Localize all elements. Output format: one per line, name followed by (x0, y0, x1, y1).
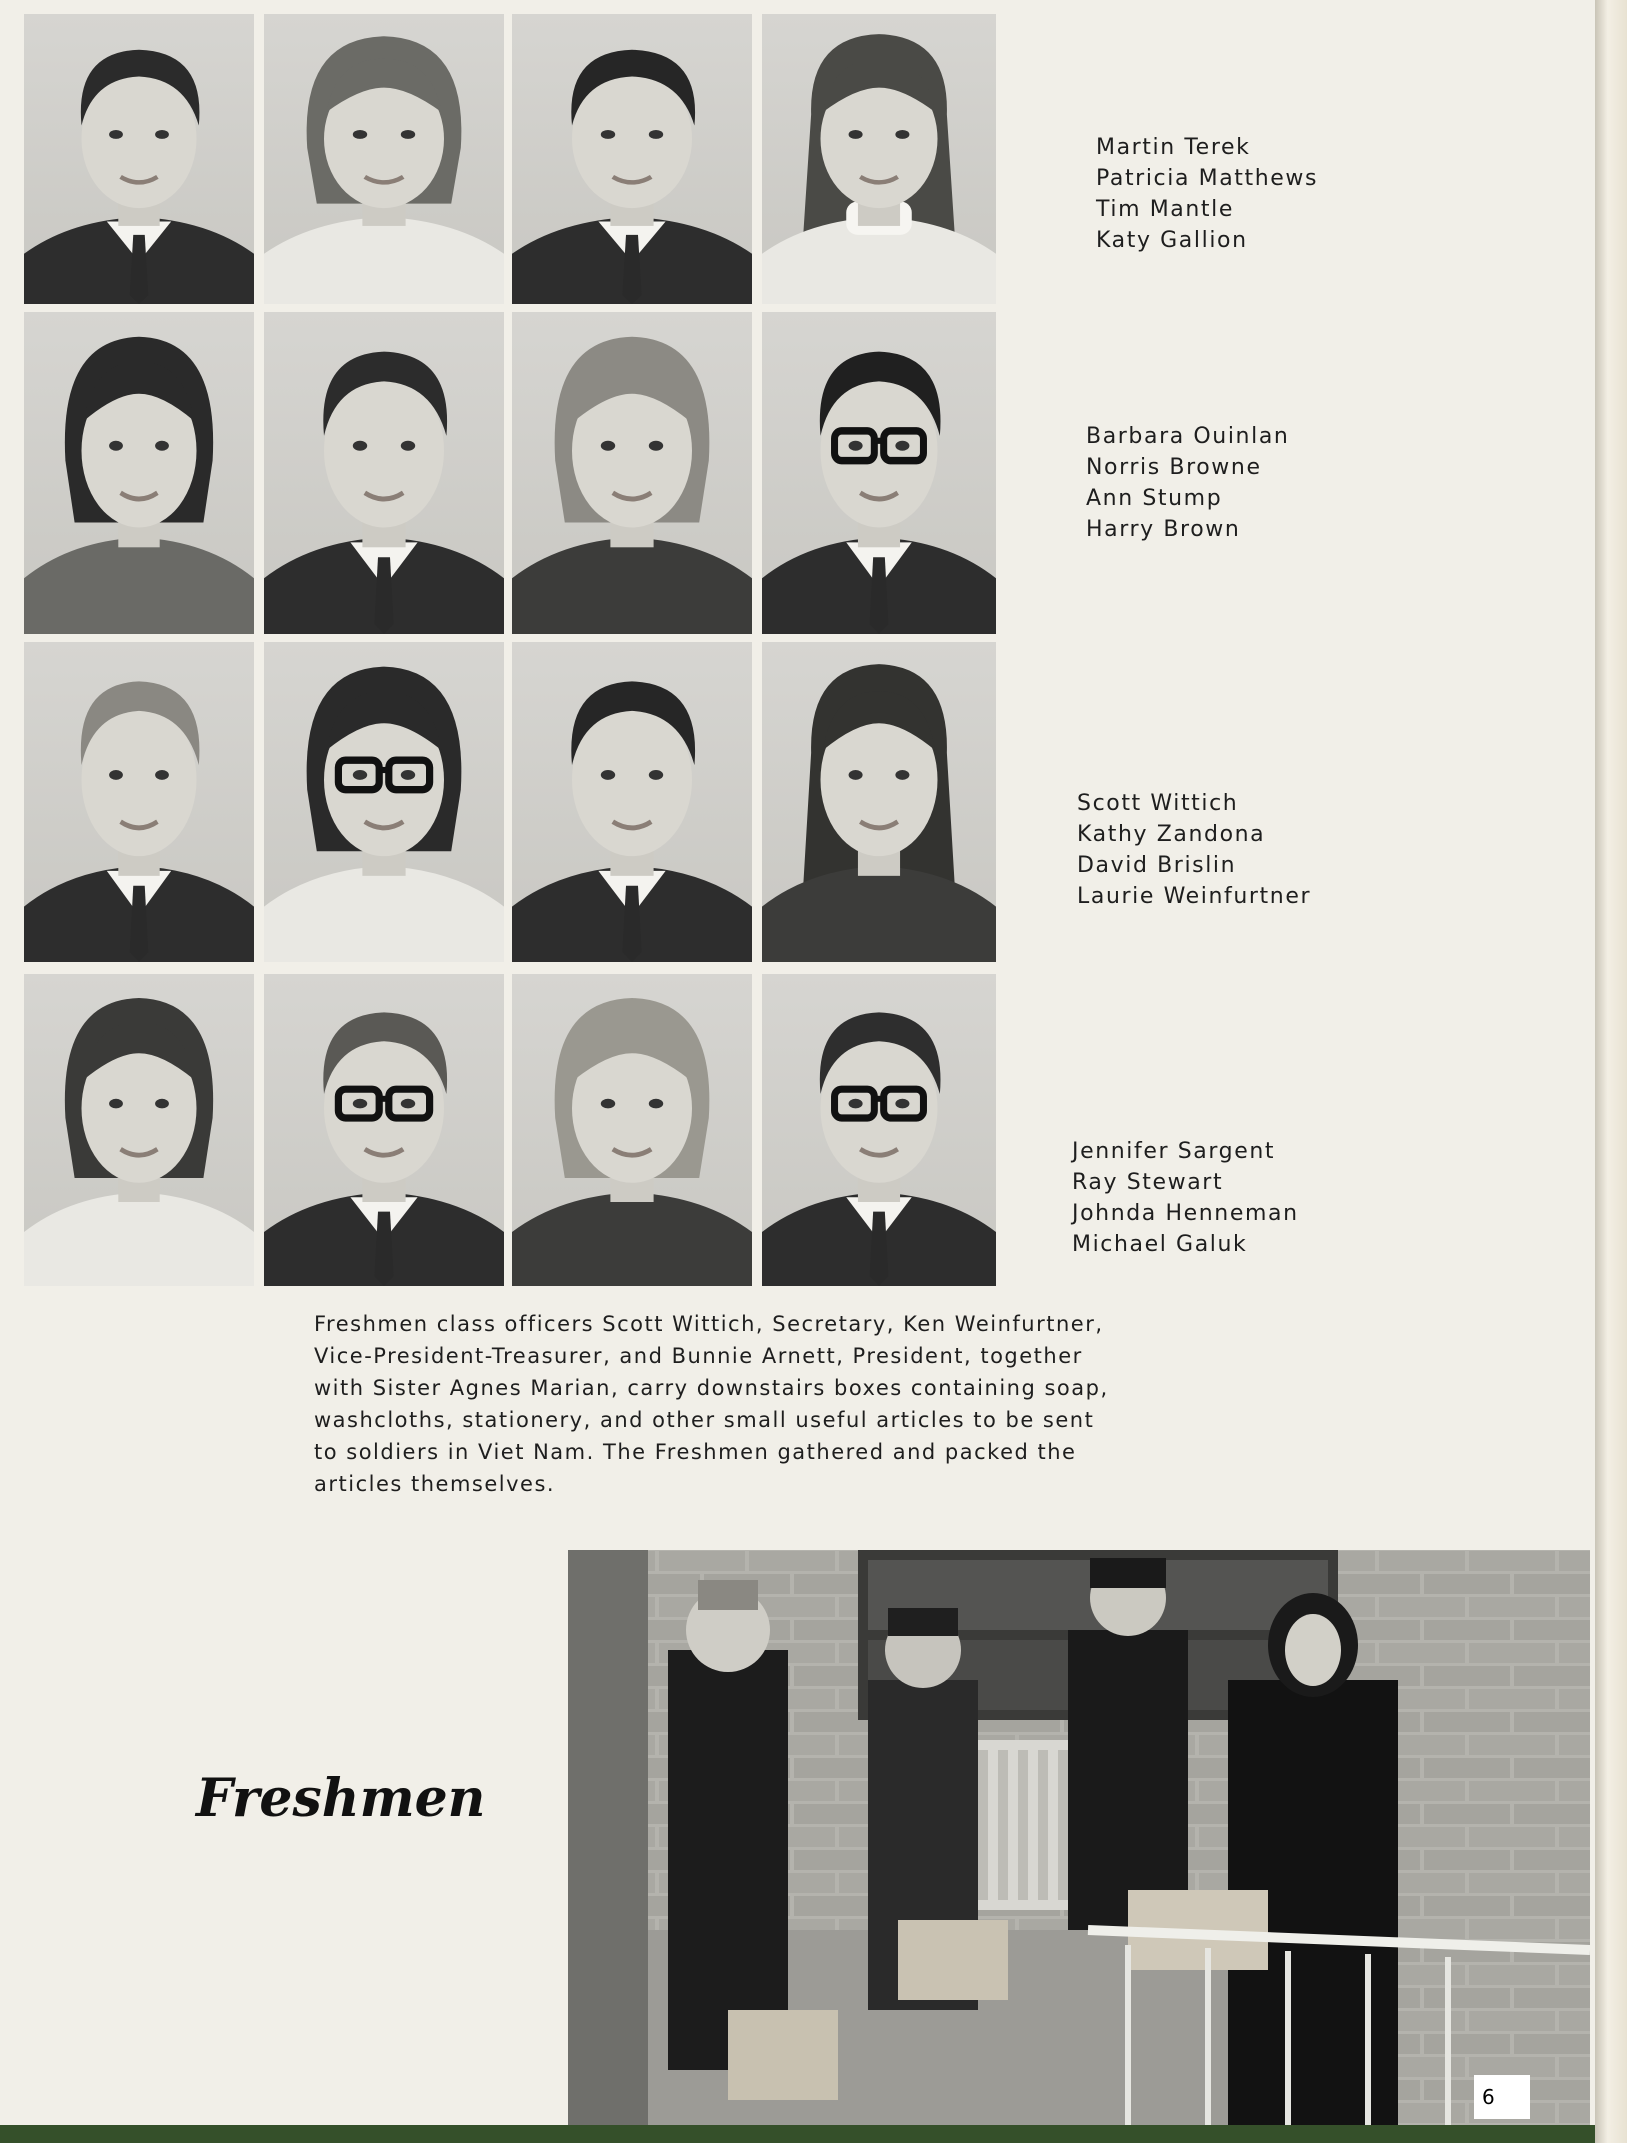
name-list (1072, 1136, 1299, 1260)
section-title: Freshmen (196, 1768, 486, 1829)
student-portrait (512, 14, 752, 304)
student-name: Tim Mantle (1096, 197, 1234, 222)
caption-line: to soldiers in Viet Nam. The Freshmen gathered and packed the (314, 1440, 1077, 1464)
caption-line: with Sister Agnes Marian, carry downstairs boxes containing soap, (314, 1376, 1109, 1400)
student-name: Norris Browne (1086, 455, 1262, 480)
student-name: David Brislin (1077, 853, 1237, 878)
caption-line: articles themselves. (314, 1472, 556, 1496)
name-list (1077, 788, 1311, 912)
student-portrait (512, 312, 752, 634)
student-portrait (512, 974, 752, 1286)
student-name: Katy Gallion (1096, 228, 1248, 253)
student-portrait (762, 14, 996, 304)
name-list (1086, 421, 1289, 545)
page-border (0, 2125, 1595, 2143)
page-edge (1595, 0, 1627, 2143)
caption-line: washcloths, stationery, and other small useful articles to be sent (314, 1408, 1095, 1432)
student-portrait (24, 14, 254, 304)
student-portrait (762, 974, 996, 1286)
student-name: Martin Terek (1096, 135, 1251, 160)
name-list (1096, 132, 1318, 256)
student-portrait (24, 312, 254, 634)
student-portrait (264, 312, 504, 634)
student-portrait (24, 642, 254, 962)
student-portrait (264, 974, 504, 1286)
caption-line: Freshmen class officers Scott Wittich, Secretary, Ken Weinfurtner, (314, 1312, 1104, 1336)
photo-caption (314, 1308, 1304, 1500)
student-name: Barbara Ouinlan (1086, 424, 1290, 449)
student-portrait (264, 642, 504, 962)
student-portrait (762, 642, 996, 962)
student-portrait (264, 14, 504, 304)
student-name: Ray Stewart (1072, 1170, 1224, 1195)
student-name: Scott Wittich (1077, 791, 1239, 816)
group-photo (568, 1550, 1590, 2125)
student-portrait (762, 312, 996, 634)
student-name: Michael Galuk (1072, 1232, 1248, 1257)
caption-line: Vice-President-Treasurer, and Bunnie Arnett, President, together (314, 1344, 1083, 1368)
student-name: Johnda Henneman (1072, 1201, 1299, 1226)
student-name: Laurie Weinfurtner (1077, 884, 1312, 909)
student-name: Kathy Zandona (1077, 822, 1266, 847)
student-name: Patricia Matthews (1096, 166, 1319, 191)
student-name: Jennifer Sargent (1072, 1139, 1276, 1164)
page-number: 6 (1474, 2075, 1530, 2119)
student-name: Harry Brown (1086, 517, 1241, 542)
student-name: Ann Stump (1086, 486, 1223, 511)
student-portrait (512, 642, 752, 962)
student-portrait (24, 974, 254, 1286)
